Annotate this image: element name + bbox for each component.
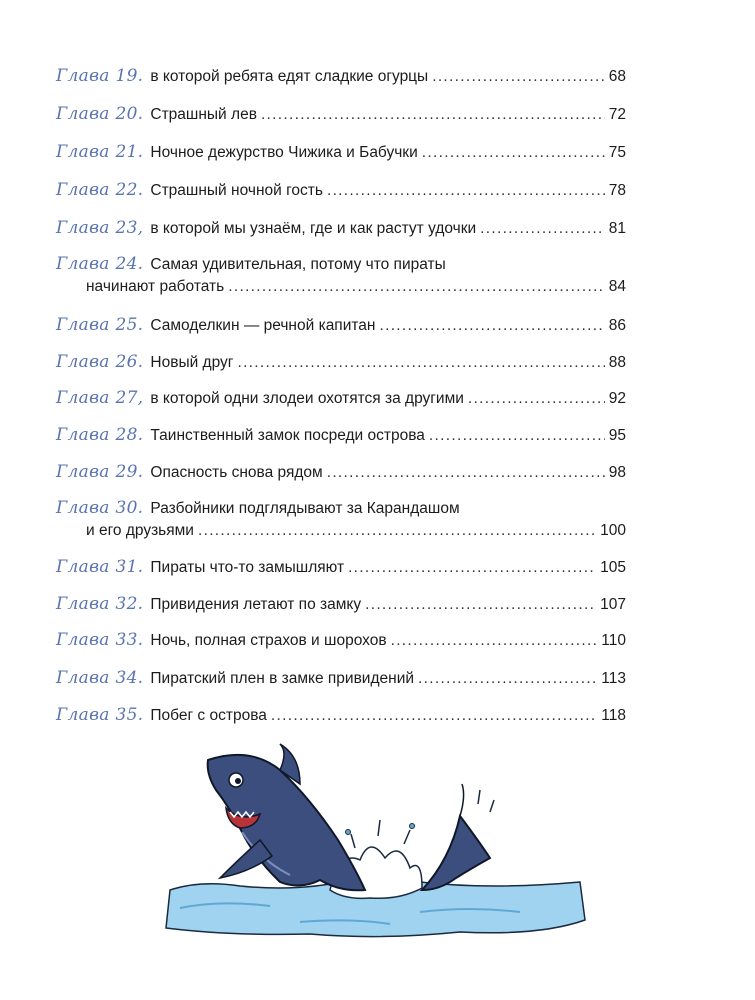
page-number: 92	[608, 390, 626, 407]
toc-entry	[56, 218, 626, 239]
toc-entry	[56, 668, 626, 689]
toc-line	[56, 425, 626, 446]
toc-entry	[56, 66, 626, 87]
page-number: 118	[601, 707, 626, 724]
chapter-title: в которой одни злодеи охотятся за другими	[150, 390, 464, 407]
toc-entry	[56, 352, 626, 373]
dot-leader	[261, 105, 605, 125]
toc-line	[56, 277, 626, 297]
chapter-title: Пираты что-то замышляют	[150, 559, 345, 576]
page-number: 72	[608, 106, 626, 123]
chapter-label: Глава 24.	[56, 254, 144, 274]
toc-line	[56, 594, 626, 615]
page-number: 107	[600, 596, 626, 613]
dot-leader	[468, 389, 605, 409]
page-number: 110	[601, 632, 626, 649]
chapter-title: в которой ребята едят сладкие огурцы	[150, 68, 429, 85]
chapter-label: Глава 30.	[56, 498, 144, 518]
chapter-label: Глава 26.	[56, 352, 144, 372]
toc-entry	[56, 180, 626, 201]
chapter-title: Самоделкин — речной капитан	[150, 317, 376, 334]
dot-leader	[391, 631, 598, 651]
chapter-label: Глава 28.	[56, 425, 144, 445]
dot-leader	[418, 669, 597, 689]
toc-line	[56, 630, 626, 651]
page-number: 88	[608, 354, 626, 371]
toc-entry	[56, 462, 626, 483]
shark-illustration	[160, 740, 590, 950]
toc-line	[56, 388, 626, 409]
toc-entry	[56, 254, 626, 297]
chapter-label: Глава 33.	[56, 630, 144, 650]
chapter-label: Глава 19.	[56, 66, 144, 86]
chapter-title: Пиратский плен в замке привидений	[150, 670, 415, 687]
chapter-label: Глава 29.	[56, 462, 144, 482]
chapter-title: Ночь, полная страхов и шорохов	[150, 632, 387, 649]
toc-line	[56, 218, 626, 239]
page-number: 75	[608, 144, 626, 161]
chapter-label: Глава 27,	[56, 388, 144, 408]
toc-entry	[56, 104, 626, 125]
page-number: 95	[608, 427, 626, 444]
page-number: 68	[608, 68, 626, 85]
chapter-label: Глава 22.	[56, 180, 144, 200]
toc-entry	[56, 315, 626, 336]
page-number: 84	[608, 278, 626, 295]
chapter-title: Самая удивительная, потому что пираты	[150, 256, 446, 273]
dot-leader	[429, 426, 605, 446]
chapter-label: Глава 25.	[56, 315, 144, 335]
chapter-title: в которой мы узнаём, где и как растут удочки	[150, 220, 477, 237]
dot-leader	[198, 521, 596, 541]
toc-line	[56, 557, 626, 578]
chapter-title: и его друзьями	[86, 522, 194, 539]
chapter-title: Таинственный замок посреди острова	[150, 427, 425, 444]
dot-leader	[422, 143, 605, 163]
toc-line	[56, 254, 626, 275]
dot-leader	[327, 463, 605, 483]
chapter-title: Побег с острова	[150, 707, 267, 724]
chapter-title: Привидения летают по замку	[150, 596, 362, 613]
chapter-label: Глава 31.	[56, 557, 144, 577]
dot-leader	[237, 353, 604, 373]
dot-leader	[480, 219, 605, 239]
toc-line	[56, 66, 626, 87]
toc-entry	[56, 594, 626, 615]
page-number: 98	[608, 464, 626, 481]
chapter-title: Разбойники подглядывают за Карандашом	[150, 500, 460, 517]
shark-tail	[422, 816, 490, 890]
page-number: 105	[600, 559, 626, 576]
toc-line	[56, 668, 626, 689]
dot-leader	[432, 67, 605, 87]
chapter-label: Глава 20.	[56, 104, 144, 124]
toc-entry	[56, 425, 626, 446]
toc-line	[56, 104, 626, 125]
toc-entry	[56, 498, 626, 541]
dot-leader	[271, 706, 597, 726]
toc-line	[56, 142, 626, 163]
toc-entry	[56, 142, 626, 163]
page-number: 86	[608, 317, 626, 334]
toc-entry	[56, 388, 626, 409]
toc-line	[56, 462, 626, 483]
dot-leader	[365, 595, 596, 615]
toc-entry	[56, 630, 626, 651]
toc-line	[56, 180, 626, 201]
toc-entry	[56, 557, 626, 578]
dot-leader	[327, 181, 605, 201]
dot-leader	[348, 558, 596, 578]
toc-line	[56, 498, 626, 519]
dot-leader	[228, 277, 605, 297]
page-number: 81	[608, 220, 626, 237]
chapter-label: Глава 32.	[56, 594, 144, 614]
toc-line	[56, 315, 626, 336]
chapter-title: Опасность снова рядом	[150, 464, 323, 481]
page-number: 78	[608, 182, 626, 199]
chapter-title: Ночное дежурство Чижика и Бабучки	[150, 144, 418, 161]
toc-line	[56, 705, 626, 726]
chapter-title: Новый друг	[150, 354, 234, 371]
chapter-title: Страшный лев	[150, 106, 257, 123]
dot-leader	[379, 316, 604, 336]
page-number: 100	[600, 522, 626, 539]
chapter-label: Глава 35.	[56, 705, 144, 725]
toc-entry	[56, 705, 626, 726]
chapter-title: Страшный ночной гость	[150, 182, 323, 199]
chapter-label: Глава 34.	[56, 668, 144, 688]
page-number: 113	[601, 670, 626, 687]
toc-line	[56, 521, 626, 541]
chapter-title: начинают работать	[86, 278, 225, 295]
chapter-label: Глава 21.	[56, 142, 144, 162]
chapter-label: Глава 23,	[56, 218, 144, 238]
toc-line	[56, 352, 626, 373]
